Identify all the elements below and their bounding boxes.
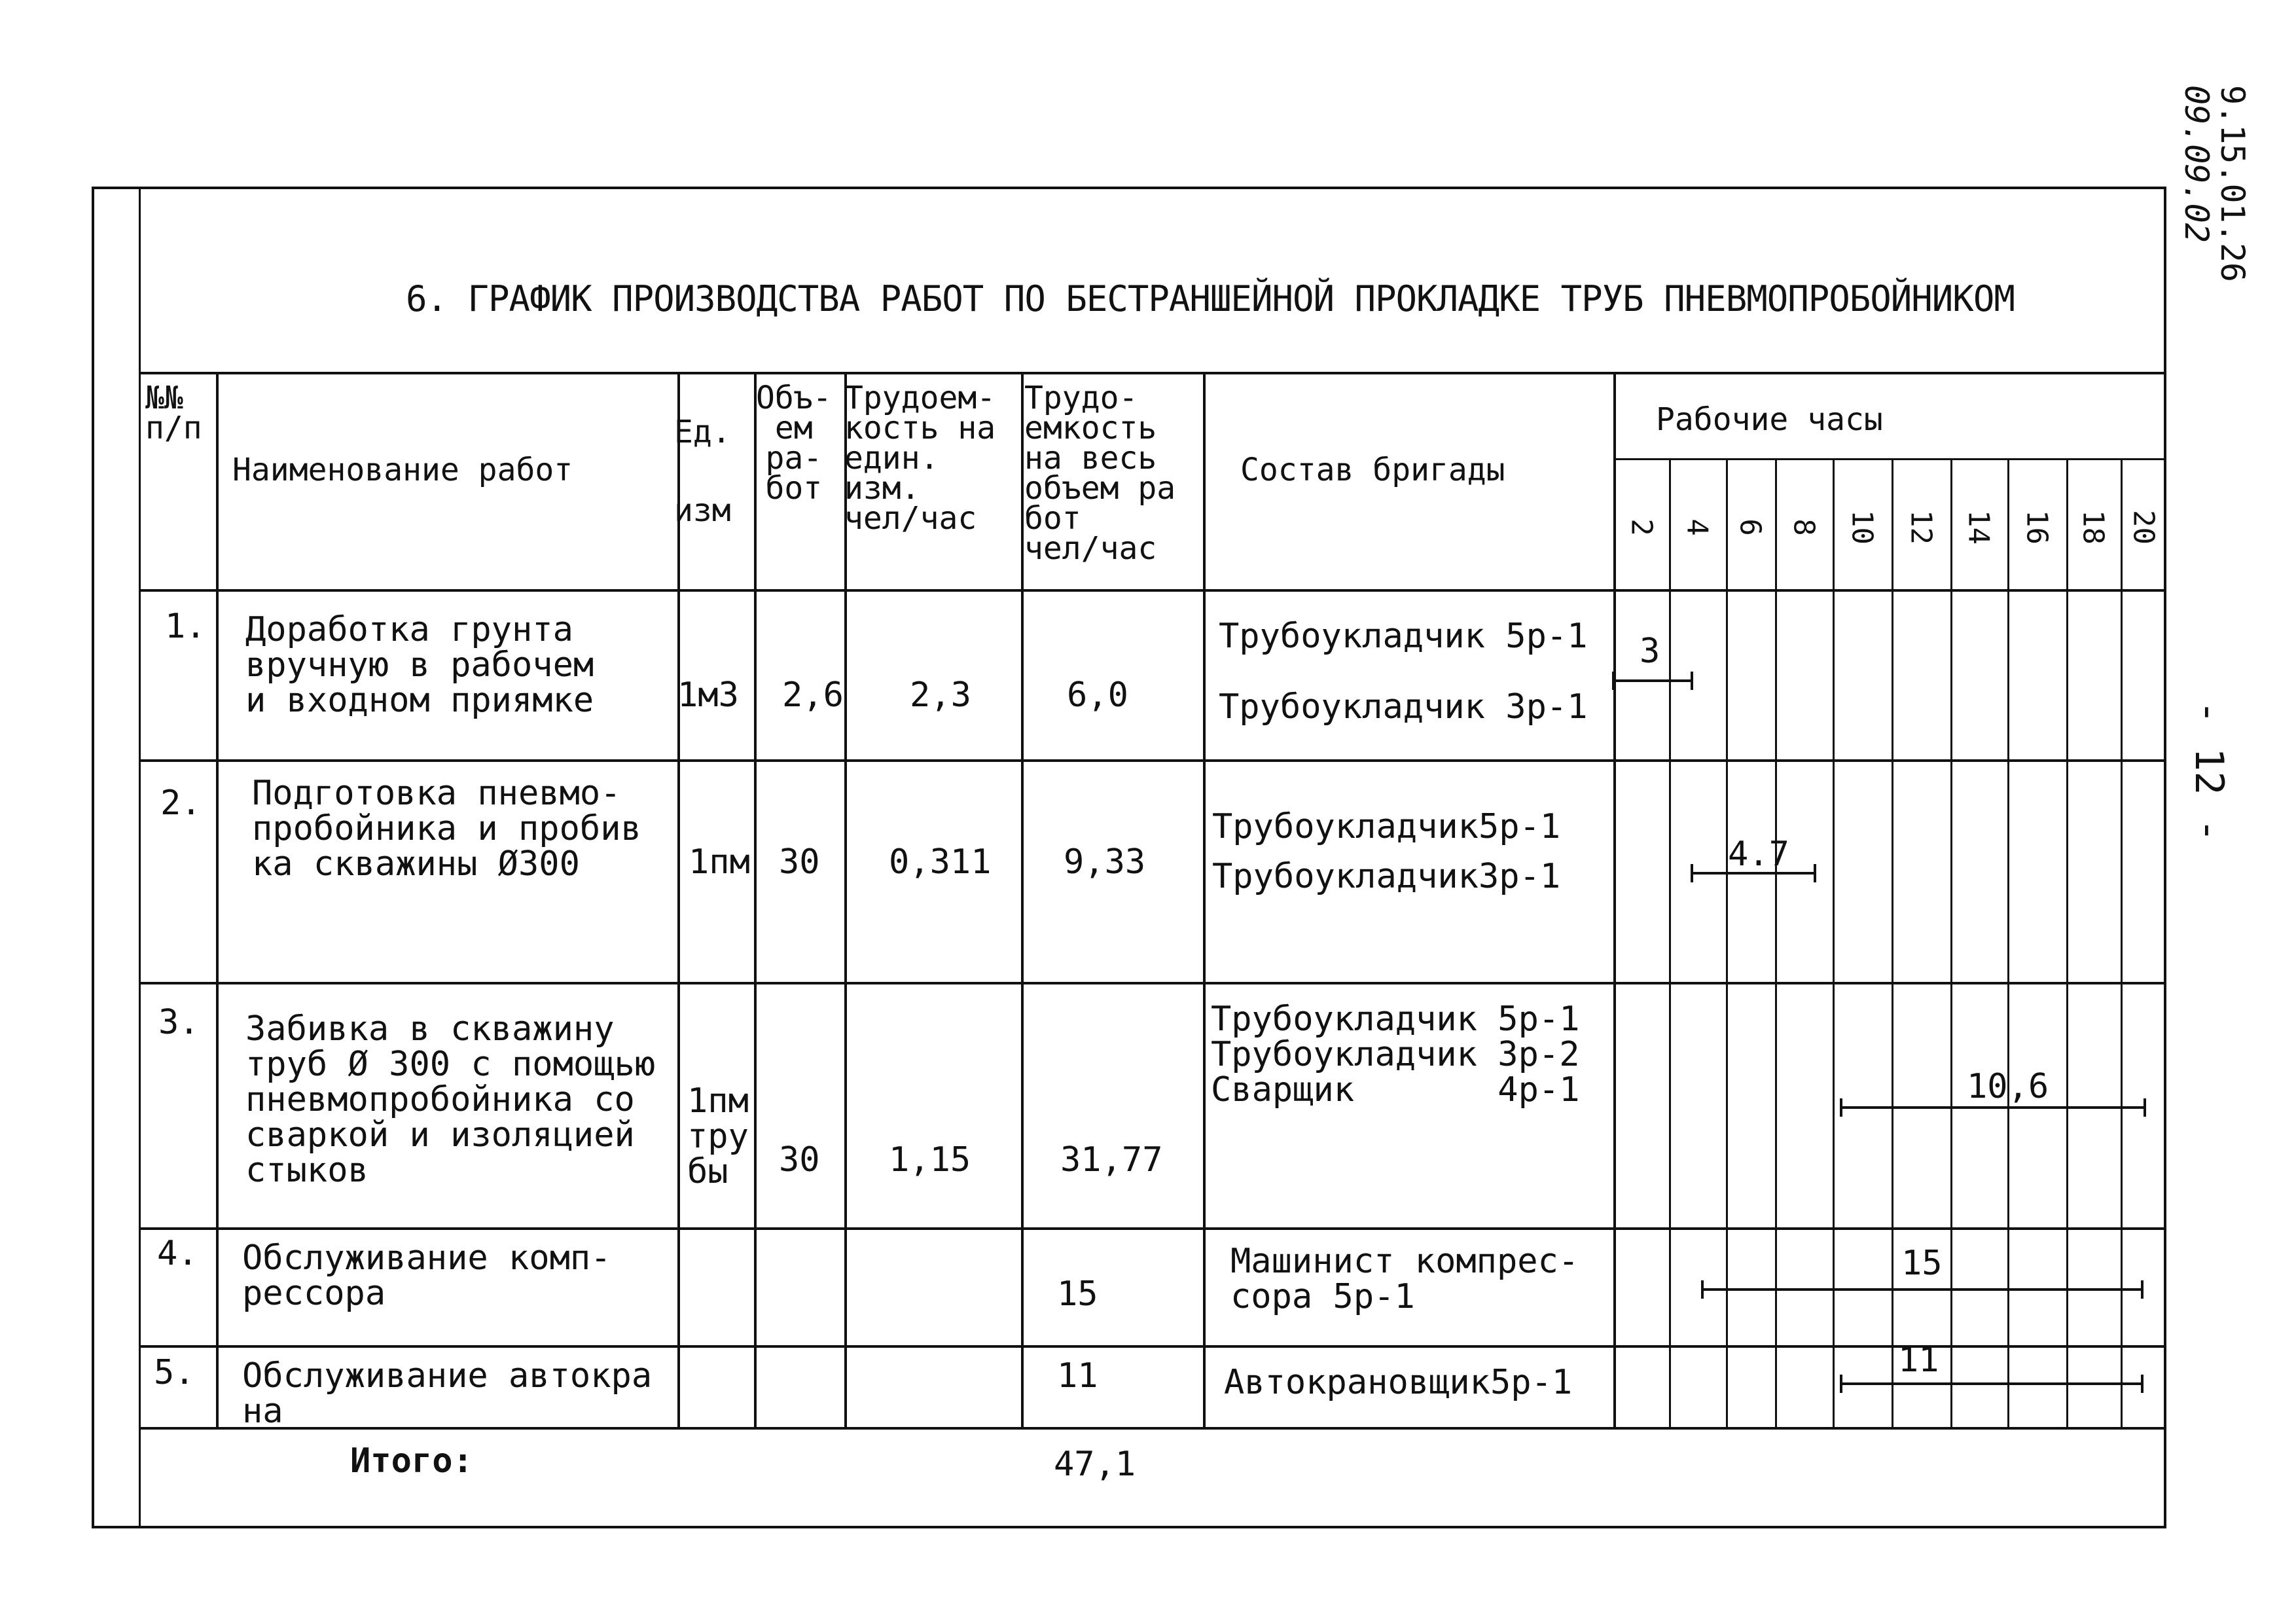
hour-tick-12: 12 (1904, 510, 1938, 545)
row-3-crew: Трубоукладчик 5р-1 Трубоукладчик 3р-2 Сварщик 4р-1 (1211, 1000, 1580, 1110)
row-5-duration-bar (1841, 1382, 2142, 1385)
row-3-bottom-line (139, 1227, 2166, 1230)
header-unit: Ед. изм (674, 414, 731, 529)
page-number: - 12 - (2186, 700, 2232, 842)
row-4-duration-bar (1702, 1288, 2142, 1291)
hour-tick-8: 8 (1787, 518, 1821, 536)
header-bottom-line (139, 589, 2166, 592)
row-5-num: 5. (154, 1353, 195, 1392)
row-2-crew: Трубоукладчик5р-1 Трубоукладчик3р-1 (1212, 807, 1561, 896)
header-num: №№ п/п (145, 380, 202, 446)
hour-tick-14: 14 (1962, 510, 1996, 545)
row-3-name: Забивка в скважину труб Ø 300 с помощью пневмопробойника со сваркой и изоляцией стыков (245, 1009, 656, 1190)
row-5-bar-label: 11 (1898, 1341, 1939, 1380)
hour-tick-16: 16 (2020, 510, 2054, 545)
hour-line-4 (1726, 458, 1728, 1427)
row-4-bottom-line (139, 1345, 2166, 1348)
row-1-num: 1. (165, 607, 206, 646)
row-1-bottom-line (139, 759, 2166, 762)
hour-line-2 (1669, 458, 1671, 1427)
row-1-bar-label: 3 (1640, 632, 1660, 671)
row-4-crew: Машинист компрес- сора 5р-1 (1230, 1242, 1579, 1316)
header-working-hours: Рабочие часы (1656, 401, 1883, 438)
document-date: 09.09.02 (2178, 85, 2215, 243)
hour-line-6 (1775, 458, 1777, 1427)
header-name: Наименование работ (232, 452, 573, 488)
row-3-labor-unit: 1,15 (889, 1140, 971, 1180)
row-5-crew: Автокрановщик5р-1 (1224, 1363, 1573, 1402)
row-4-name: Обслуживание комп- рессора (242, 1238, 611, 1313)
row-2-labor-total: 9,33 (1064, 842, 1146, 882)
row-3-duration-bar (1841, 1106, 2145, 1109)
hour-tick-4: 4 (1680, 518, 1714, 536)
row-3-volume: 30 (779, 1140, 820, 1180)
header-top-line (139, 372, 2166, 374)
row-2-labor-unit: 0,311 (889, 842, 992, 882)
header-crew: Состав бригады (1240, 452, 1505, 488)
hour-tick-20: 20 (2126, 510, 2161, 545)
row-4-num: 4. (157, 1234, 198, 1273)
hour-line-8 (1833, 458, 1835, 1427)
row-2-num: 2. (160, 784, 202, 823)
hours-divider-line (1613, 458, 2166, 460)
row-3-unit: 1пм тру бы (687, 1081, 749, 1191)
hour-line-16 (2066, 458, 2068, 1427)
col-line-labor-unit (1021, 372, 1024, 1427)
row-1-labor-total: 6,0 (1067, 676, 1128, 715)
row-1-unit: 1м3 (677, 676, 739, 715)
col-line-unit (754, 372, 757, 1427)
document-code: 9.15.01.26 (2214, 85, 2251, 283)
hour-line-18 (2121, 458, 2123, 1427)
row-4-labor-total: 15 (1057, 1274, 1098, 1314)
row-2-bottom-line (139, 982, 2166, 984)
row-2-unit: 1пм (689, 842, 750, 882)
total-value: 47,1 (1054, 1445, 1136, 1484)
row-1-name: Доработка грунта вручную в рабочем и входном приямке (245, 610, 594, 720)
row-3-num: 3. (158, 1003, 200, 1042)
row-1-duration-bar (1613, 679, 1692, 682)
row-3-bar-label: 10,6 (1967, 1067, 2049, 1106)
hour-tick-6: 6 (1733, 518, 1767, 536)
hour-tick-18: 18 (2076, 510, 2110, 545)
row-3-labor-total: 31,77 (1060, 1140, 1163, 1180)
row-1-crew: Трубоукладчик 5р-1 Трубоукладчик 3р-1 (1219, 617, 1588, 727)
row-2-volume: 30 (779, 842, 820, 882)
total-label: Итого: (350, 1441, 473, 1481)
row-2-name: Подготовка пневмо- пробойника и пробив ка скважины Ø300 (252, 774, 641, 884)
col-line-crew (1613, 372, 1616, 1427)
row-1-volume: 2,6 (782, 676, 844, 715)
header-labor-unit: Трудоем- кость на един. изм. чел/час (844, 380, 996, 537)
row-5-labor-total: 11 (1057, 1356, 1098, 1396)
hour-tick-2: 2 (1624, 518, 1659, 536)
page-title: 6. ГРАФИК ПРОИЗВОДСТВА РАБОТ ПО БЕСТРАНШЕЙНОЙ ПРОКЛАДКЕ ТРУБ ПНЕВМОПРОБОЙНИКОМ (406, 278, 2015, 319)
col-line-num (216, 372, 219, 1427)
col-line-labor-total (1203, 372, 1206, 1427)
hour-line-14 (2007, 458, 2009, 1427)
row-1-labor-unit: 2,3 (910, 676, 971, 715)
row-2-duration-bar (1692, 872, 1815, 875)
hour-line-12 (1950, 458, 1952, 1427)
header-volume: Объ- ем ра- бот (756, 380, 832, 507)
row-2-bar-label: 4.7 (1728, 835, 1789, 874)
row-5-name: Обслуживание автокра на (242, 1356, 653, 1431)
header-labor-total: Трудо- емкость на весь объем ра бот чел/час (1024, 380, 1176, 567)
hour-tick-10: 10 (1845, 510, 1879, 545)
row-4-bar-label: 15 (1901, 1244, 1943, 1283)
hour-line-10 (1892, 458, 1893, 1427)
